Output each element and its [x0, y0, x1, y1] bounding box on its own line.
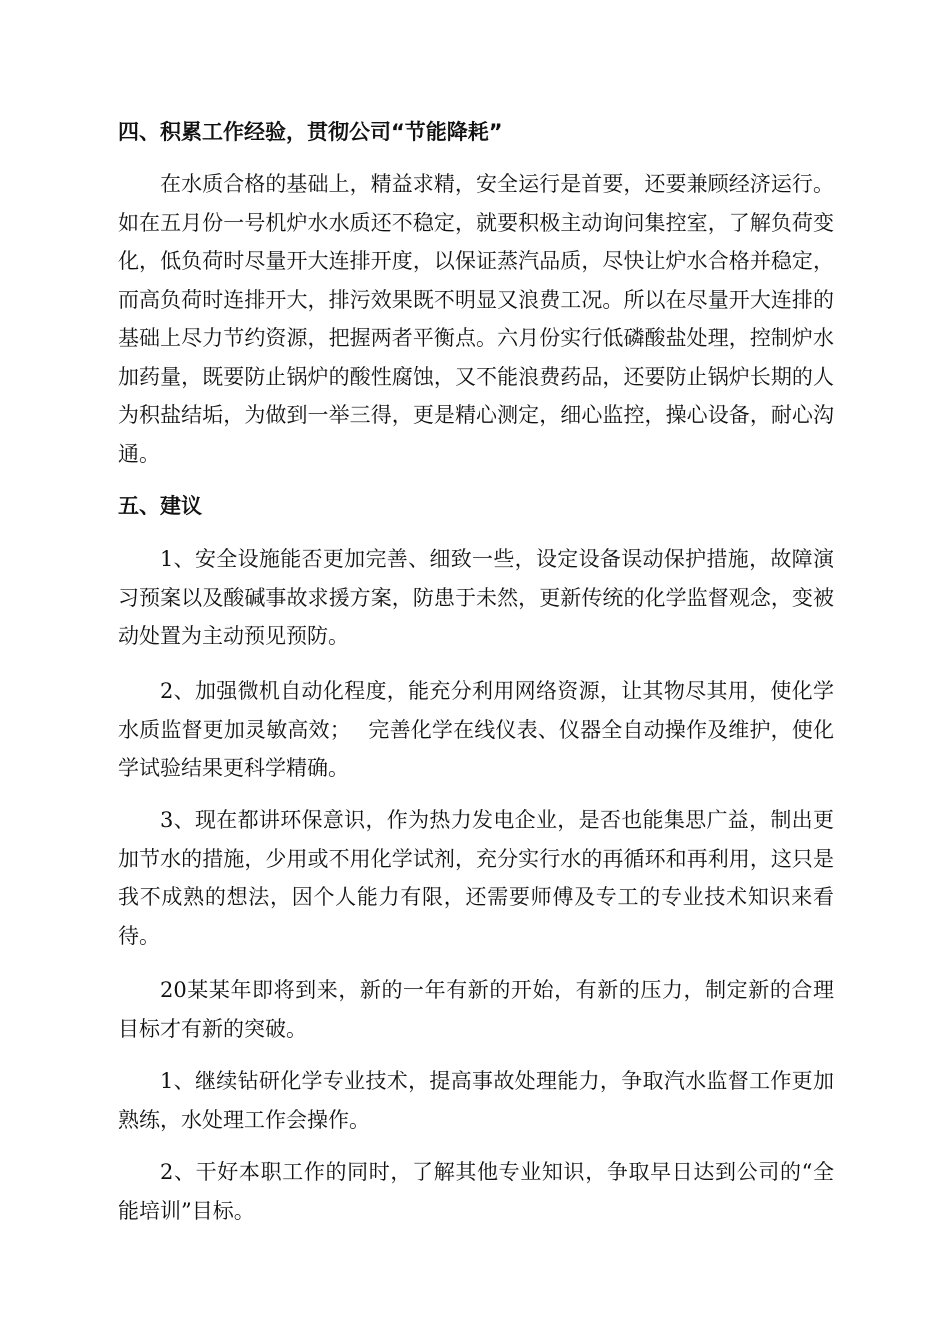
section-5-heading: 五、建议 [118, 494, 202, 518]
goal-item-1: 1、继续钻研化学专业技术，提高事故处理能力，争取汽水监督工作更加熟练，水处理工作会操作。 [118, 1069, 834, 1132]
section-4-paragraph: 在水质合格的基础上，精益求精，安全运行是首要，还要兼顾经济运行。如在五月份一号机炉水水质还不稳定，就要积极主动询问集控室，了解负荷变化，低负荷时尽量开大连排开度，以保证蒸汽品质，尽快让炉水合格并稳定，而高负荷时连排开大，排污效果既不明显又浪费工况。所以在尽量开大连排的基础上尽力节约资源，把握两者平衡点。六月份实行低磷酸盐处理，控制炉水加药量，既要防止锅炉的酸性腐蚀，又不能浪费药品，还要防止锅炉长期的人为积盐结垢，为做到一举三得，更是精心测定，细心监控，操心设备，耐心沟通。 [118, 172, 834, 466]
suggestion-item-3: 3、现在都讲环保意识，作为热力发电企业，是否也能集思广益，制出更加节水的措施，少用或不用化学试剂，充分实行水的再循环和再利用，这只是我不成熟的想法，因个人能力有限，还需要师傅及专工的专业技术知识来看待。 [118, 808, 834, 948]
outlook-intro-paragraph: 20某某年即将到来，新的一年有新的开始，有新的压力，制定新的合理目标才有新的突破。 [118, 978, 834, 1041]
suggestion-item-1: 1、安全设施能否更加完善、细致一些，设定设备误动保护措施，故障演习预案以及酸碱事故求援方案，防患于未然，更新传统的化学监督观念，变被动处置为主动预见预防。 [118, 547, 834, 648]
goal-item-2: 2、干好本职工作的同时，了解其他专业知识，争取早日达到公司的“全能培训”目标。 [118, 1160, 834, 1223]
section-4-heading: 四、积累工作经验，贯彻公司“节能降耗” [118, 120, 503, 144]
suggestion-item-2: 2、加强微机自动化程度，能充分利用网络资源，让其物尽其用，使化学水质监督更加灵敏高效； 完善化学在线仪表、仪器全自动操作及维护，使化学试验结果更科学精确。 [118, 679, 834, 780]
